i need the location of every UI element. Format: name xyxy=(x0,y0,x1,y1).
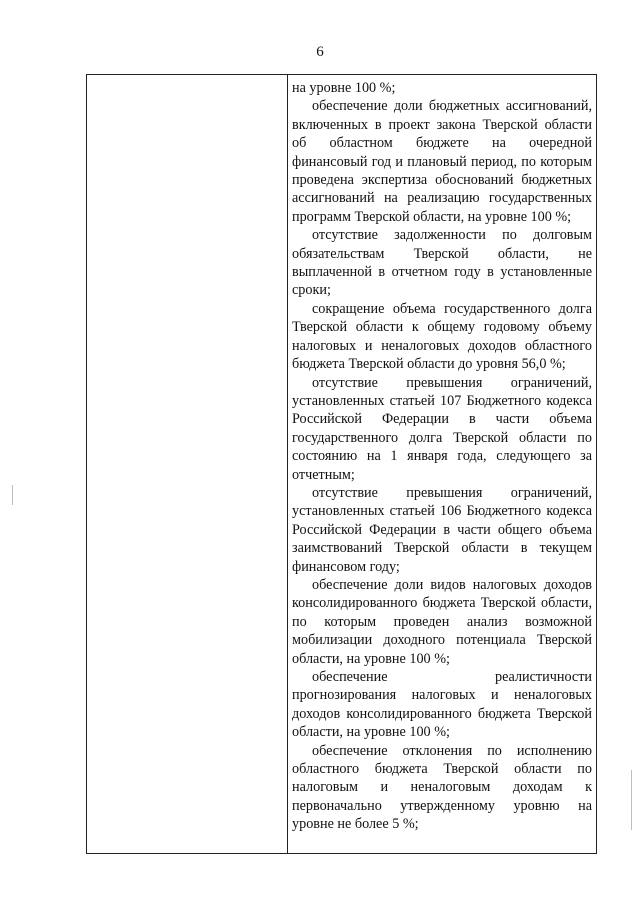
table-left-cell xyxy=(87,75,287,853)
paragraph: обеспечение доли видов налоговых доходов консолидированного бюджета Тверской области, по которым проведен анализ возможной мобилизации доходного потенциала Тверской области, на уровне 100 %; xyxy=(292,576,592,667)
scan-margin-mark xyxy=(12,485,13,505)
document-table xyxy=(86,74,597,854)
paragraph: сокращение объема государственного долга Тверской области к общему годовому объему налоговых и неналоговых доходов областного бюджета Тверской области до уровня 56,0 %; xyxy=(292,300,592,373)
paragraph: отсутствие превышения ограничений, установленных статьей 107 Бюджетного кодекса Российской Федерации в части объема государственного долга Тверской области по состоянию на 1 января года, следующего за отчетным; xyxy=(292,374,592,483)
paragraph: обеспечение отклонения по исполнению областного бюджета Тверской области по налоговым и неналоговым доходам к первоначально утвержденному уровню на уровне не более 5 %; xyxy=(292,742,592,833)
scan-margin-mark xyxy=(631,770,632,830)
page-number: 6 xyxy=(316,44,324,60)
table-right-cell xyxy=(292,79,592,834)
paragraph: отсутствие превышения ограничений, установленных статьей 106 Бюджетного кодекса Российской Федерации в части общего объема заимствований Тверской области в текущем финансовом году; xyxy=(292,484,592,575)
column-divider xyxy=(287,75,288,853)
paragraph: на уровне 100 %; xyxy=(292,80,396,96)
paragraph: обеспечение доли бюджетных ассигнований, включенных в проект закона Тверской области об областном бюджете на очередной финансовый год и плановый период, по которым проведена экспертиза обоснований бюджетных ассигнований на реализацию государственных программ Тверской области, на уровне 100 %; xyxy=(292,98,592,225)
paragraph: обеспечение реалистичности прогнозирования налоговых и неналоговых доходов консолидированного бюджета Тверской области, на уровне 100 %; xyxy=(292,669,592,741)
paragraph: отсутствие задолженности по долговым обязательствам Тверской области, не выплаченной в отчетном году в установленные сроки; xyxy=(292,227,592,299)
